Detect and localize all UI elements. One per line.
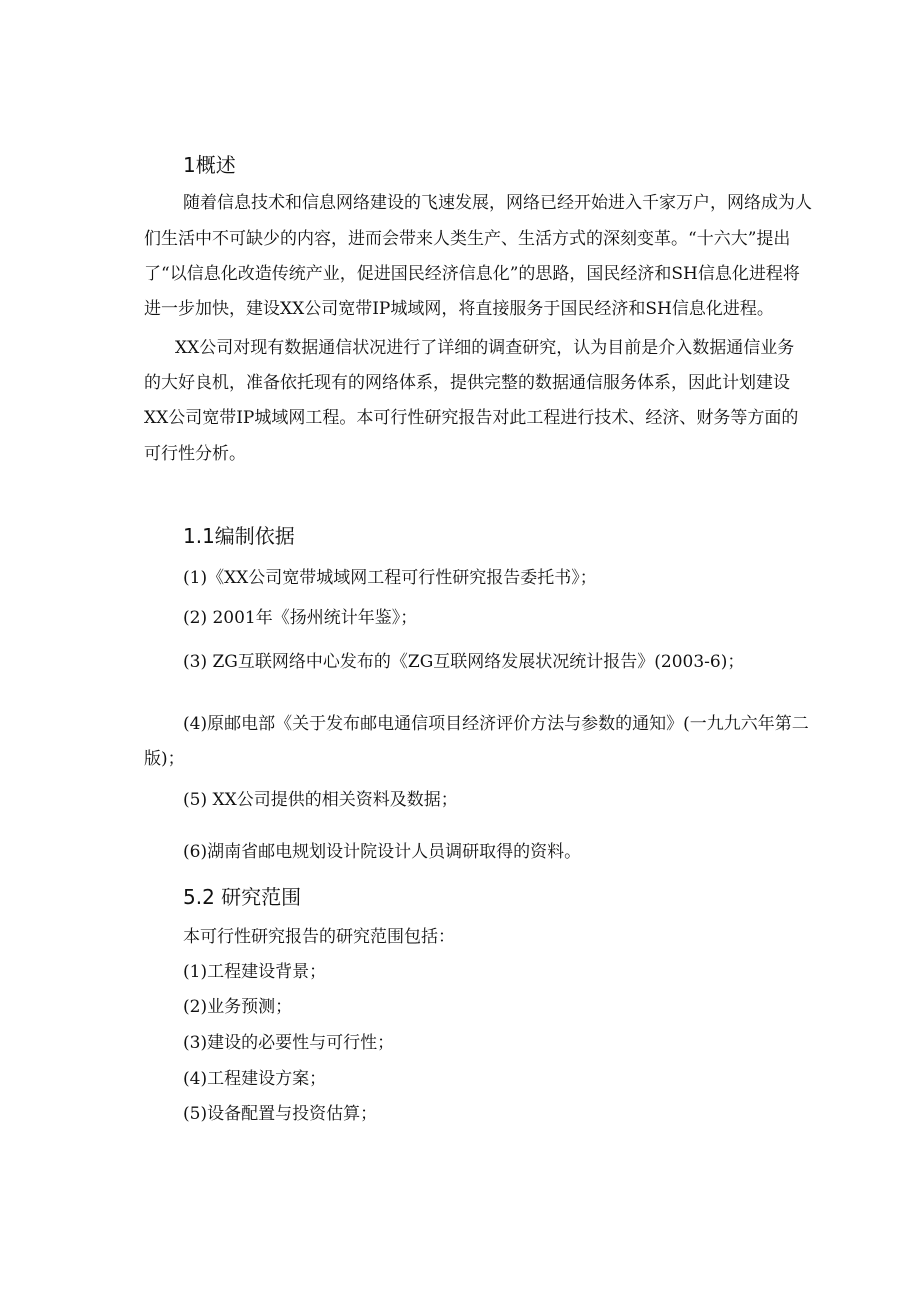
list-item: (5)设备配置与投资估算； — [183, 1104, 378, 1124]
paragraph-line: XX公司对现有数据通信状况进行了详细的调查研究，认为目前是介入数据通信业务 — [175, 338, 795, 358]
paragraph-line: XX公司宽带IP城域网工程。本可行性研究报告对此工程进行技术、经济、财务等方面的 — [144, 408, 799, 428]
list-item: (1)工程建设背景； — [183, 962, 327, 982]
section-heading-overview: 1概述 — [183, 153, 236, 177]
scope-intro: 本可行性研究报告的研究范围包括： — [183, 927, 455, 947]
paragraph-line: 可行性分析。 — [144, 444, 246, 464]
list-item: (2) 2001年《扬州统计年鉴》； — [183, 608, 418, 628]
section-heading-basis: 1.1编制依据 — [183, 524, 295, 548]
paragraph-line: 们生活中不可缺少的内容，进而会带来人类生产、生活方式的深刻变革。“十六大”提出 — [144, 229, 791, 249]
list-item: (4)原邮电部《关于发布邮电通信项目经济评价方法与参数的通知》(一九九六年第二 — [183, 714, 809, 734]
list-item: (5) XX公司提供的相关资料及数据； — [183, 790, 458, 810]
section-heading-scope: 5.2 研究范围 — [183, 885, 302, 909]
list-item-continuation: 版)； — [144, 749, 185, 769]
list-item: (3) ZG互联网络中心发布的《ZG互联网络发展状况统计报告》(2003-6)； — [183, 652, 745, 672]
list-item: (1)《XX公司宽带城域网工程可行性研究报告委托书》； — [183, 568, 597, 588]
list-item: (6)湖南省邮电规划设计院设计人员调研取得的资料。 — [183, 842, 582, 862]
paragraph-line: 随着信息技术和信息网络建设的飞速发展，网络已经开始进入千家万户，网络成为人 — [183, 193, 812, 213]
list-item: (3)建设的必要性与可行性； — [183, 1033, 395, 1053]
paragraph-line: 进一步加快，建设XX公司宽带IP城域网，将直接服务于国民经济和SH信息化进程。 — [144, 299, 774, 319]
list-item: (4)工程建设方案； — [183, 1069, 327, 1089]
paragraph-line: 的大好良机，准备依托现有的网络体系，提供完整的数据通信服务体系，因此计划建设 — [144, 373, 790, 393]
list-item: (2)业务预测； — [183, 997, 293, 1017]
paragraph-line: 了“以信息化改造传统产业，促进国民经济信息化”的思路，国民经济和SH信息化进程将 — [144, 264, 800, 284]
